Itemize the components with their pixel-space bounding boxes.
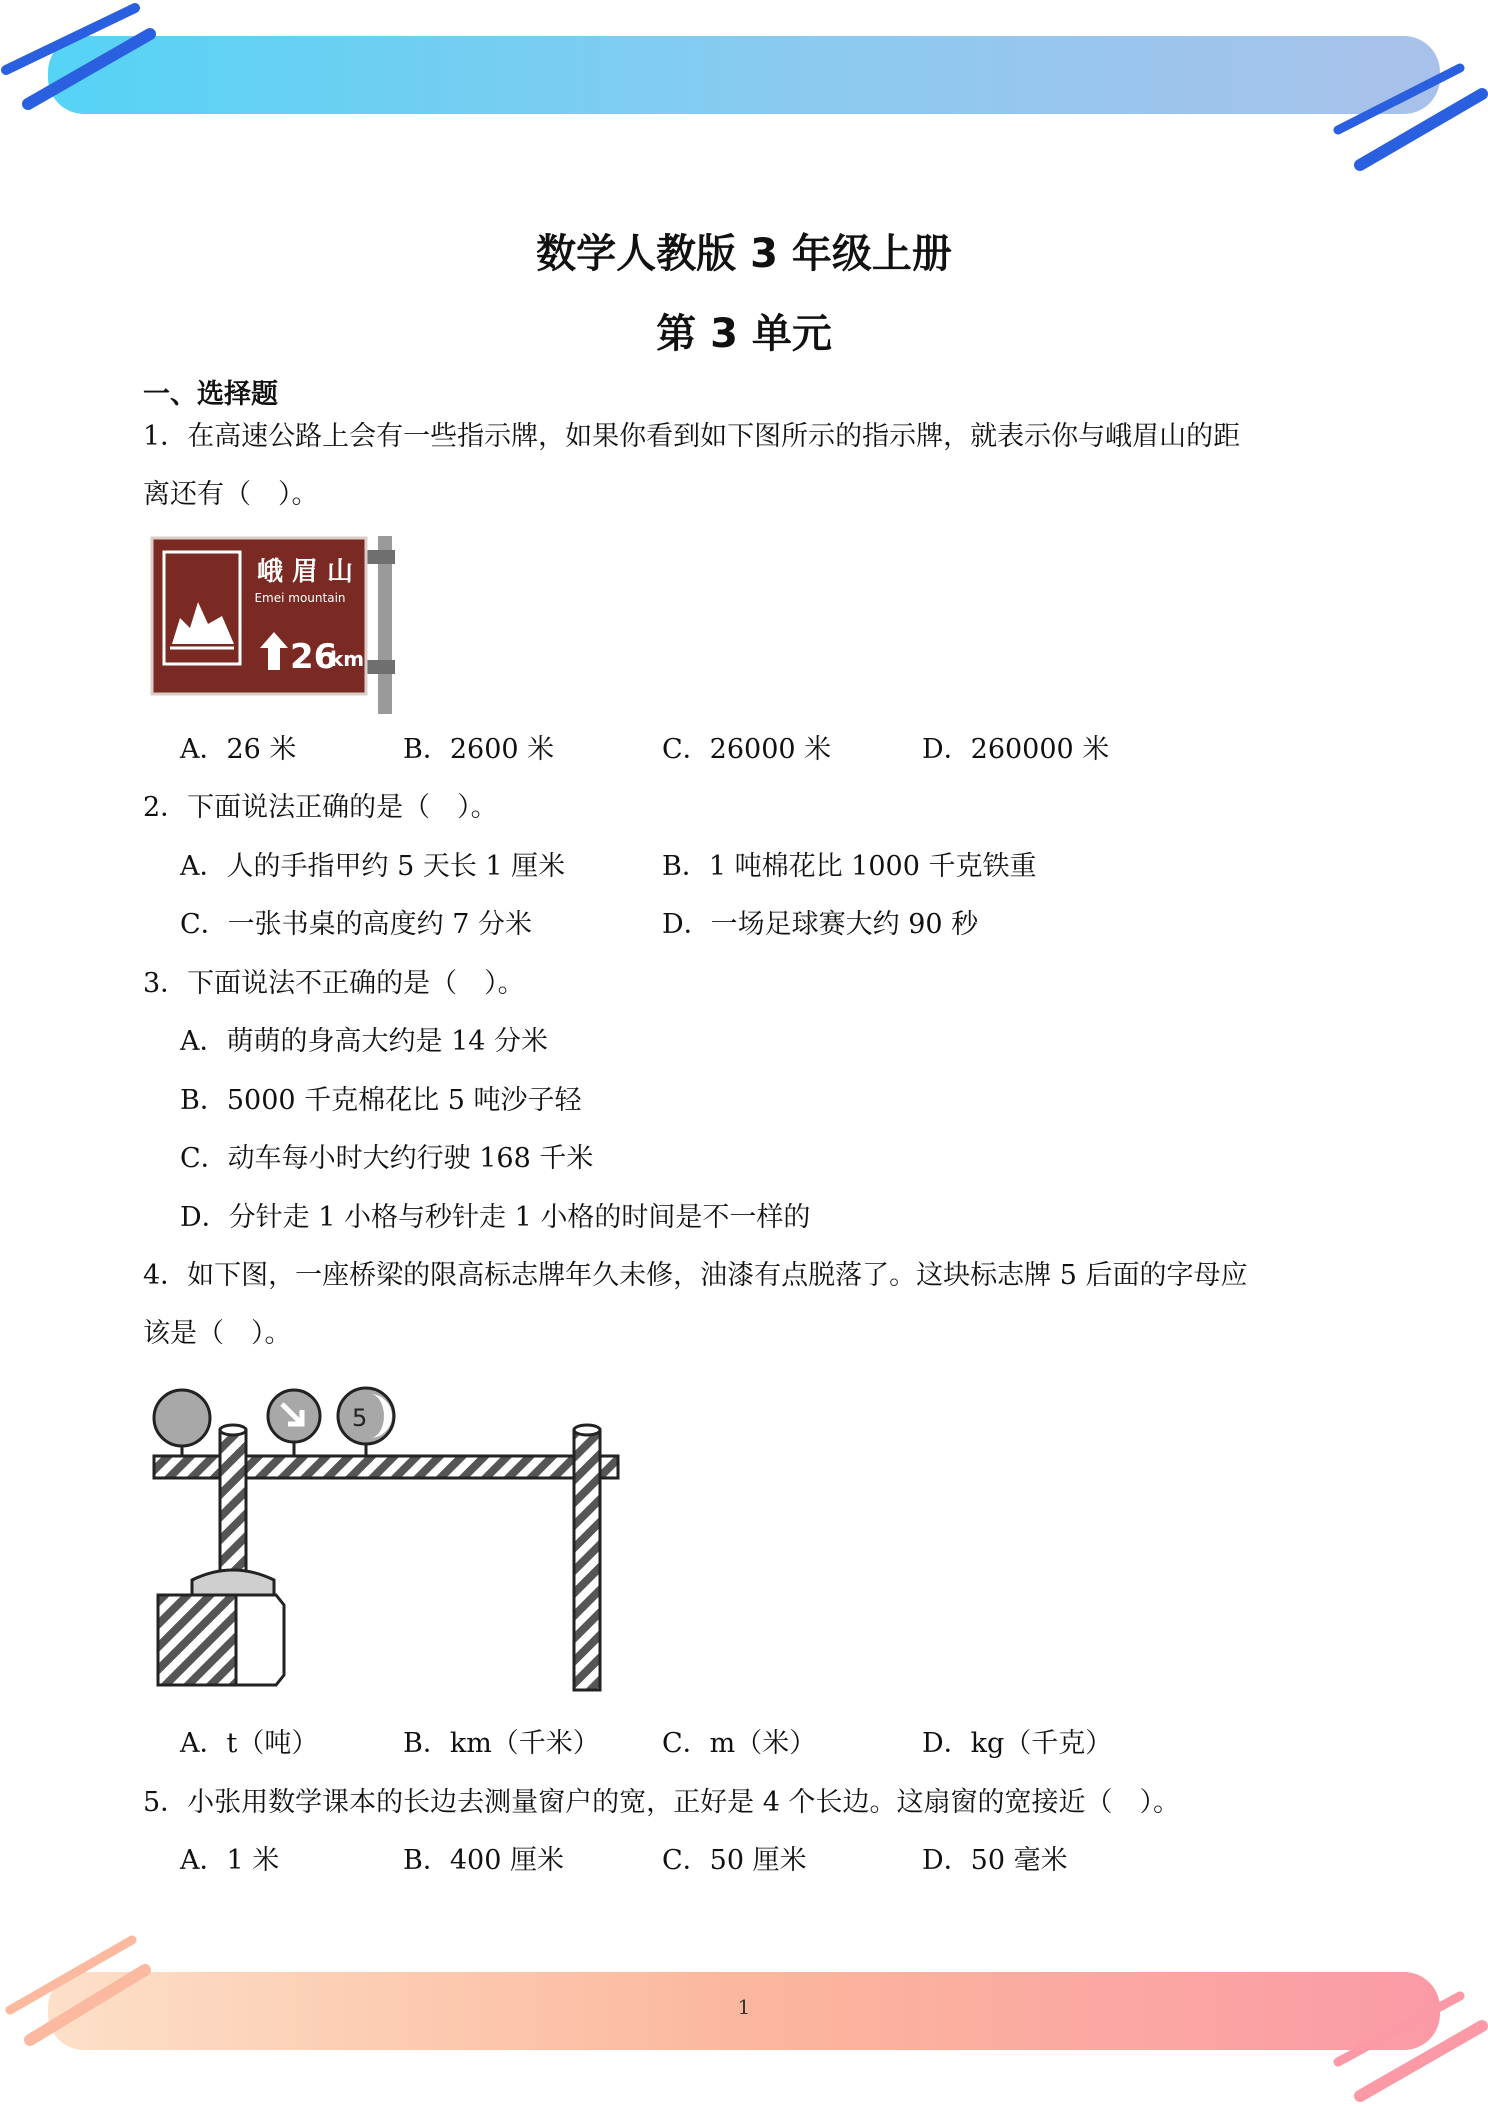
q2-option-d: D．一场足球赛大约 90 秒 [662, 909, 979, 940]
question-1-text-cont: 离还有（ ）。 [143, 479, 319, 510]
q3-option-b: B．5000 千克棉花比 5 吨沙子轻 [180, 1085, 582, 1116]
sign-english-name: Emei mountain [254, 591, 346, 605]
sign-unit: km [330, 647, 365, 671]
question-4-text-cont: 该是（ ）。 [143, 1318, 292, 1349]
q3-option-c: C．动车每小时大约行驶 168 千米 [180, 1143, 594, 1174]
question-5-text: 5．小张用数学课本的长边去测量窗户的宽，正好是 4 个长边。这扇窗的宽接近（ ）。 [143, 1787, 1181, 1818]
footer-stripes-left [0, 1930, 160, 2050]
q3-option-a: A．萌萌的身高大约是 14 分米 [180, 1026, 549, 1057]
q5-option-b: B．400 厘米 [403, 1845, 564, 1876]
unit-title: 第 3 单元 [656, 311, 832, 357]
q5-option-a: A．1 米 [180, 1845, 280, 1876]
emei-road-sign-image [150, 536, 420, 716]
q5-option-d: D．50 毫米 [922, 1845, 1068, 1876]
q5-option-c: C．50 厘米 [662, 1845, 807, 1876]
q2-option-a: A．人的手指甲约 5 天长 1 厘米 [180, 851, 566, 882]
section-heading: 一、选择题 [143, 379, 278, 410]
q1-option-b: B．2600 米 [403, 734, 555, 765]
question-1-text: 1．在高速公路上会有一些指示牌，如果你看到如下图所示的指示牌，就表示你与峨眉山的距 [143, 421, 1241, 452]
question-4-text: 4．如下图，一座桥梁的限高标志牌年久未修，油漆有点脱落了。这块标志牌 5 后面的字母应 [143, 1260, 1248, 1291]
q4-option-a: A．t（吨） [180, 1728, 319, 1759]
question-2-text: 2．下面说法正确的是（ ）。 [143, 792, 498, 823]
header-stripes-right [1320, 50, 1488, 180]
q4-option-d: D．kg（千克） [922, 1728, 1113, 1759]
sign-mountain-name: 峨 眉 山 [256, 557, 354, 587]
q2-option-c: C．一张书桌的高度约 7 分米 [180, 909, 533, 940]
page-number: 1 [737, 1995, 751, 2019]
barrier-sign-number: 5 [352, 1404, 368, 1432]
document-title: 数学人教版 3 年级上册 [536, 231, 952, 277]
q1-option-a: A．26 米 [180, 734, 297, 765]
header-band [48, 36, 1440, 114]
question-3-text: 3．下面说法不正确的是（ ）。 [143, 968, 525, 999]
q2-option-b: B．1 吨棉花比 1000 千克铁重 [662, 851, 1037, 882]
q1-option-d: D．260000 米 [922, 734, 1110, 765]
q3-option-d: D．分针走 1 小格与秒针走 1 小格的时间是不一样的 [180, 1202, 811, 1233]
q4-option-c: C．m（米） [662, 1728, 817, 1759]
header-stripes-left [0, 0, 160, 120]
q4-option-b: B．km（千米） [403, 1728, 600, 1759]
q1-option-c: C．26000 米 [662, 734, 832, 765]
height-limit-barrier-image [148, 1380, 628, 1700]
sign-distance: 26 [290, 637, 338, 677]
